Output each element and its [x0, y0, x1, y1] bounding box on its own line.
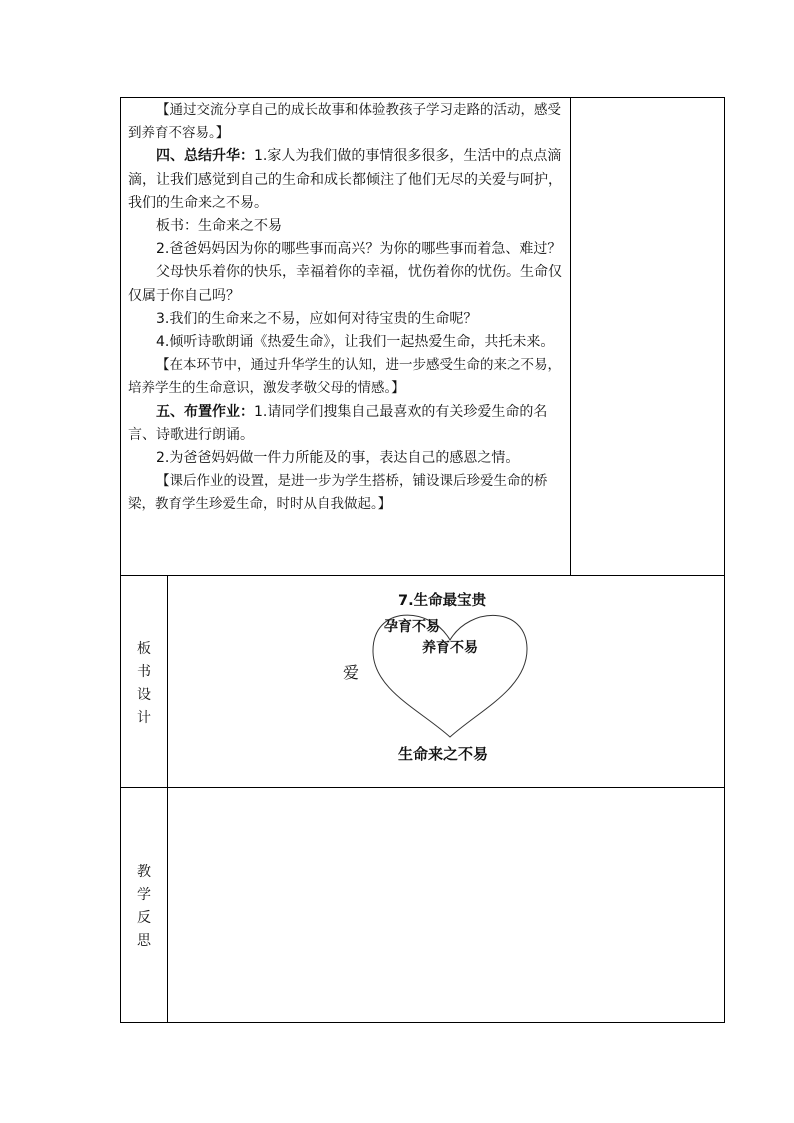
board-line-pregnancy: 孕育不易 [384, 619, 440, 635]
question-4: 4.倾听诗歌朗诵《热爱生命》，让我们一起热爱生命，共托未来。 [156, 334, 555, 351]
homework-text-2: 2.为爸爸妈妈做一件力所能及的事，表达自己的感恩之情。 [156, 450, 520, 467]
label-char: 设 [137, 687, 151, 703]
question-2: 2.爸爸妈妈因为你的哪些事而高兴？为你的哪些事而着急、难过？ [156, 241, 562, 258]
reflection-area[interactable] [168, 788, 724, 1022]
label-char: 思 [137, 933, 151, 949]
question-3: 3.我们的生命来之不易，应如何对待宝贵的生命呢？ [156, 310, 478, 327]
label-char: 教 [137, 864, 151, 880]
board-note: 板书：生命来之不易 [156, 218, 282, 235]
board-bottom-text: 生命来之不易 [398, 745, 489, 763]
board-line-raising: 养育不易 [422, 640, 478, 656]
section-heading-summary: 四、总结升华： [156, 148, 254, 165]
label-char: 反 [137, 910, 151, 926]
homework-text-1: 1.请同学们搜集自己最喜欢的有关珍爱生命的名言、诗歌进行朗诵。 [128, 403, 548, 443]
board-title: 7.生命最宝贵 [398, 593, 487, 609]
label-char: 板 [137, 641, 151, 657]
sublimation-note: 【在本环节中，通过升华学生的认知，进一步感受生命的来之不易，培养学生的生命意识，激发孝敬父母的情感。】 [128, 357, 561, 397]
label-char: 计 [137, 710, 151, 726]
activity-note: 【通过交流分享自己的成长故事和体验教孩子学习走路的活动，感受到养育不容易。】 [128, 102, 561, 142]
summary-text: 1.家人为我们做的事情很多很多，生活中的点点滴滴，让我们感觉到自己的生命和成长都倾注了他们无尽的关爱与呵护，我们的生命来之不易。 [128, 148, 562, 211]
homework-note: 【课后作业的设置，是进一步为学生搭桥，铺设课后珍爱生命的桥梁，教育学生珍爱生命，时时从自我做起。】 [128, 473, 548, 513]
board-love-char: 爱 [343, 663, 360, 682]
label-char: 学 [137, 887, 151, 903]
section-heading-homework: 五、布置作业： [156, 403, 254, 420]
parents-paragraph: 父母快乐着你的快乐，幸福着你的幸福，忧伤着你的忧伤。生命仅仅属于你自己吗？ [128, 264, 562, 304]
label-char: 书 [137, 664, 151, 680]
reflection-label [121, 861, 167, 953]
